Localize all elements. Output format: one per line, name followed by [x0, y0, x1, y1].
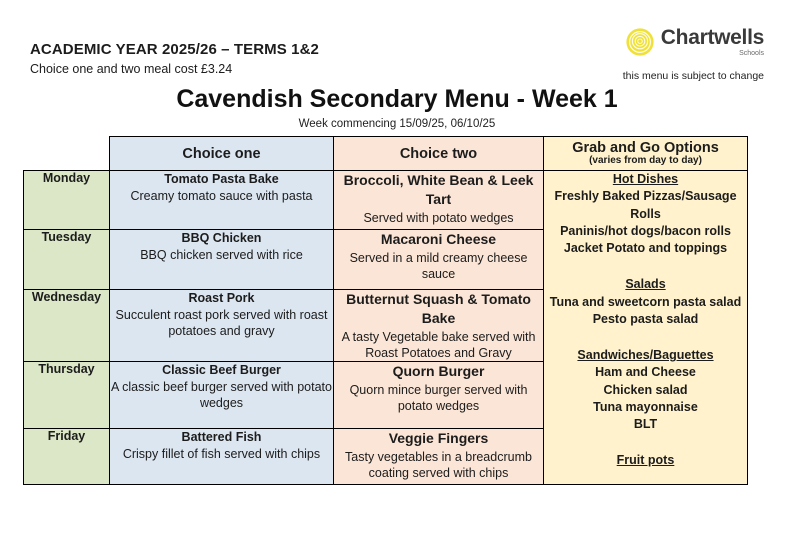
day-label-wednesday: Wednesday	[24, 290, 110, 362]
dish-title: Classic Beef Burger	[162, 362, 281, 377]
dish-title: Butternut Squash & Tomato Bake	[346, 291, 531, 326]
dish-cell	[334, 290, 544, 362]
brand-subname: Schools	[739, 49, 764, 57]
dish-cell	[110, 428, 334, 484]
day-label-friday: Friday	[24, 428, 110, 484]
dish-desc: Served with potato wedges	[363, 210, 514, 225]
dish-title: BBQ Chicken	[181, 231, 262, 245]
dish-cell	[110, 361, 334, 428]
day-label-monday: Monday	[24, 171, 110, 230]
chartwells-logo-icon	[624, 26, 656, 58]
column-header-choice-one: Choice one	[110, 137, 334, 171]
grab-section-heading: Salads	[625, 277, 666, 292]
dish-desc: Creamy tomato sauce with pasta	[130, 189, 313, 204]
dish-desc: Tasty vegetables in a breadcrumb coating served with chips	[345, 449, 532, 480]
page-title: Cavendish Secondary Menu - Week 1	[176, 85, 618, 113]
spacer	[544, 328, 747, 347]
brand-name: Chartwells	[660, 26, 764, 50]
dish-title: Roast Pork	[188, 291, 255, 305]
meal-cost-note: Choice one and two meal cost £3.24	[30, 62, 233, 76]
spacer	[544, 433, 747, 452]
dish-title: Battered Fish	[181, 429, 262, 444]
grab-section-heading: Sandwiches/Baguettes	[577, 348, 714, 362]
brand-lockup	[623, 26, 764, 58]
dish-desc: A classic beef burger served with potato wedges	[111, 380, 332, 411]
page-subtitle: Week commencing 15/09/25, 06/10/25	[298, 118, 496, 130]
dish-cell	[110, 230, 334, 290]
dish-cell	[110, 171, 334, 230]
academic-info	[30, 41, 319, 76]
grab-section-sandwiches	[544, 347, 747, 433]
grab-header-title: Grab and Go Options	[572, 139, 719, 156]
academic-year-heading: ACADEMIC YEAR 2025/26 – TERMS 1&2	[30, 41, 319, 58]
grab-and-go-cell	[544, 171, 748, 485]
grab-section-salads	[544, 276, 747, 328]
dish-title: Quorn Burger	[392, 362, 485, 379]
dish-title: Macaroni Cheese	[380, 231, 497, 247]
dish-cell	[334, 361, 544, 428]
grab-item: Tuna mayonnaise	[593, 399, 698, 414]
grab-item: Paninis/hot dogs/bacon rolls	[560, 223, 731, 238]
menu-table-wrap	[23, 136, 748, 485]
grab-section-hot-dishes	[544, 171, 747, 257]
column-header-choice-two: Choice two	[334, 137, 544, 171]
menu-disclaimer: this menu is subject to change	[622, 70, 764, 82]
corner-spacer	[24, 137, 110, 171]
dish-desc: Succulent roast pork served with roast potatoes and gravy	[115, 308, 328, 339]
header-row	[24, 137, 748, 171]
grab-section-fruit-pots	[544, 452, 747, 469]
grab-item: Tuna and sweetcorn pasta salad	[549, 294, 742, 309]
dish-desc: BBQ chicken served with rice	[140, 248, 303, 263]
day-label-tuesday: Tuesday	[24, 230, 110, 290]
dish-desc: A tasty Vegetable bake served with Roast Potatoes and Gravy	[341, 329, 536, 360]
brand-block	[623, 26, 764, 82]
day-label-thursday: Thursday	[24, 361, 110, 428]
grab-section-heading: Hot Dishes	[612, 172, 679, 186]
dish-cell	[334, 428, 544, 484]
dish-cell	[334, 230, 544, 290]
grab-item: Ham and Cheese	[595, 365, 696, 380]
table-row-monday	[24, 171, 748, 230]
dish-desc: Crispy fillet of fish served with chips	[122, 447, 321, 462]
dish-cell	[110, 290, 334, 362]
dish-cell	[334, 171, 544, 230]
column-header-grab-and-go	[544, 137, 748, 171]
dish-title: Tomato Pasta Bake	[164, 172, 279, 186]
dish-desc: Served in a mild creamy cheese sauce	[349, 250, 528, 281]
spacer	[544, 257, 747, 276]
dish-desc: Quorn mince burger served with potato wedges	[349, 382, 528, 413]
brand-text	[661, 27, 764, 56]
grab-item: Chicken salad	[603, 382, 688, 397]
grab-item: BLT	[633, 417, 658, 431]
grab-item: Pesto pasta salad	[592, 311, 699, 326]
grab-section-heading: Fruit pots	[616, 453, 675, 468]
grab-header-subtitle: (varies from day to day)	[589, 154, 702, 166]
grab-item: Jacket Potato and toppings	[563, 241, 728, 255]
grab-item: Freshly Baked Pizzas/Sausage Rolls	[554, 189, 737, 221]
dish-title: Broccoli, White Bean & Leek Tart	[343, 172, 534, 207]
weekly-menu-table	[23, 136, 748, 485]
dish-title: Veggie Fingers	[388, 429, 489, 446]
